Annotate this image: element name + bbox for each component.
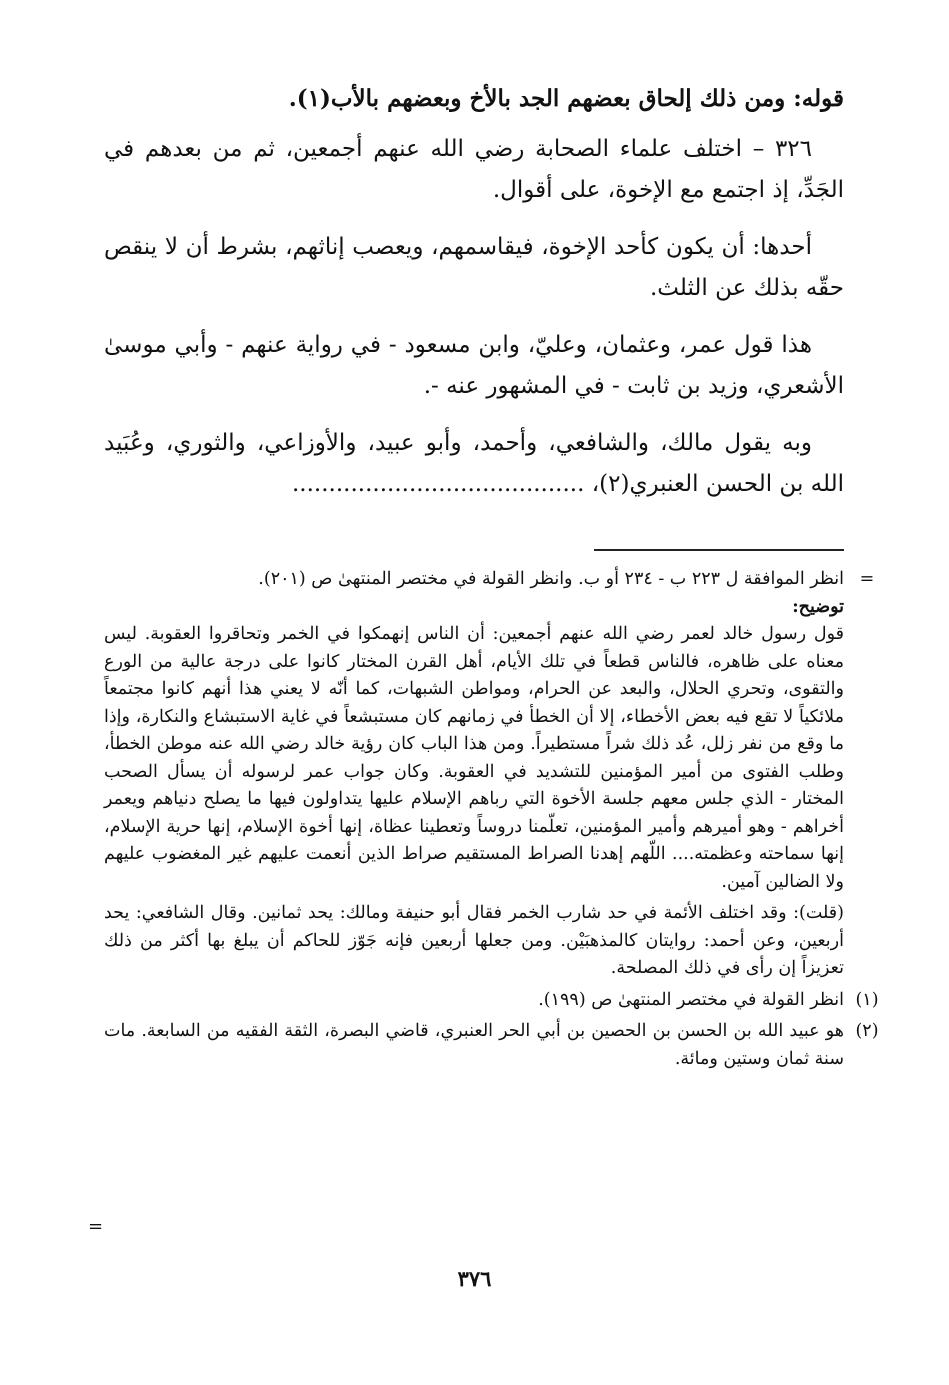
clarification-body: قول رسول خالد لعمر رضي الله عنهم أجمعين: أن الناس إنهمكوا في الخمر وتحاقروا العقوبة. ليس معناه على ظاهره، فالناس قطعاً في تلك الأيام، أهل القرن المختار كانوا على درجة عالية من الورع والتقوى، وتحري الحلال، والبعد عن الحرام، ومواطن الشبهات، كما أنّه لا يعني هذا أنهم كانوا مجتمعاً ملائكياً لا تقع فيه بعض الأخطاء، إلا أن الخطأ في زمانهم كان مستبشعاً في غاية الاستبشاع والنكارة، وإذا ما وقع من نفر زلل، عُد ذلك شراً مستطيراً. ومن هذا الباب كان رؤية خالد رضي الله عنه موطن الخطأ، وطلب الفتوى من أمير المؤمنين للتشديد في العقوبة. وكان جواب عمر لرسوله أن يسأل الصحب المختار - الذي جلس معهم جلسة الأخوة التي رباهم الإسلام عليها يتداولون فيها ما يصلح دنياهم ويعمر أخراهم - وهو أميرهم وأمير المؤمنين، تعلّمنا دروساً وتعطينا عظاة، إنها أخوة الإسلام، إنها حرية الإسلام، إنها سماحته وعظمته.... اللّهم إهدنا الصراط المستقيم صراط الذين أنعمت عليهم غير المغضوب عليهم ولا الضالين آمين. <box>104 624 844 892</box>
author-note: (قلت): وقد اختلف الأئمة في حد شارب الخمر فقال أبو حنيفة ومالك: يحد ثمانين. وقال الشافعي: يحد أربعين، وعن أحمد: روايتان كالمذهبَيْن. ومن جعلها أربعين فإنه جَوّز للحاكم أن يبلغ بها أكثر من ذلك تعزيزاً إن رأى في ذلك المصلحة. <box>104 903 844 978</box>
paragraph-companions: هذا قول عمر، وعثمان، وعليّ، وابن مسعود - في رواية عنهم - وأبي موسىٰ الأشعري، وزيد بن ثابت - في المشهور عنه -. <box>104 332 844 399</box>
footnotes <box>104 566 879 1073</box>
page-number: ٣٧٦ <box>457 1266 492 1291</box>
footnote-1-marker: (١) <box>855 989 879 1010</box>
footnote-2-marker: (٢) <box>855 1021 879 1041</box>
footnote-continued <box>104 566 875 594</box>
clarification-title: توضيح: <box>792 596 844 617</box>
footnote-1 <box>104 987 879 1015</box>
footnote-2-text: هو عبيد الله بن الحسن بن الحصين بن أبي الحر العنبري، قاضي البصرة، الثقة الفقيه من السابعة. مات سنة ثمان وستين ومائة. <box>104 1021 844 1069</box>
continuation-marker: = <box>859 569 875 589</box>
footnote-continued-text: انظر الموافقة ل ٢٢٣ ب - ٢٣٤ أو ب. وانظر القولة في مختصر المنتهىٰ ص (٢٠١). <box>258 569 844 589</box>
footnote-2 <box>104 1018 879 1073</box>
paragraph-scholars: وبه يقول مالك، والشافعي، وأحمد، وأبو عبيد، والأوزاعي، والثوري، وعُبَيد الله بن الحسن العنبري(٢)، ........................................ <box>104 430 844 497</box>
main-text <box>104 78 844 521</box>
paragraph-326: ٣٢٦ – اختلف علماء الصحابة رضي الله عنهم أجمعين، ثم من بعدهم في الجَدِّ، إذ اجتمع مع الإخوة، على أقوال. <box>104 136 844 203</box>
footnote-separator <box>594 549 844 551</box>
footnote-1-text: انظر القولة في مختصر المنتهىٰ ص (١٩٩). <box>538 989 844 1010</box>
continues-marker: = <box>88 1216 104 1237</box>
section-heading: قوله: ومن ذلك إلحاق بعضهم الجد بالأخ وبعضهم بالأب(١). <box>288 85 844 112</box>
paragraph-first-opinion: أحدها: أن يكون كأحد الإخوة، فيقاسمهم، ويعصب إناثهم، بشرط أن لا ينقص حقّه بذلك عن الثلث. <box>104 234 844 301</box>
